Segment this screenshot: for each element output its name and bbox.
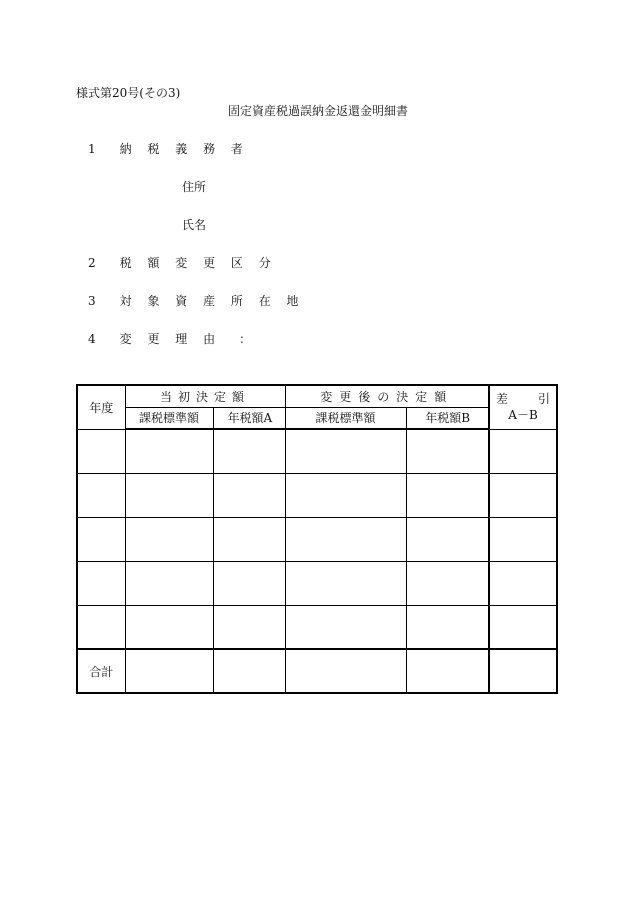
cell-difference[interactable]: [489, 429, 557, 473]
cell-after-annual-tax[interactable]: [406, 605, 489, 649]
item-taxpayer: 1 納 税 義 務 者: [88, 142, 249, 156]
cell-year[interactable]: [77, 517, 125, 561]
cell-total-after-annual-tax[interactable]: [406, 649, 489, 693]
table-row: [77, 605, 557, 649]
cell-initial-annual-tax[interactable]: [213, 517, 285, 561]
cell-total-difference[interactable]: [489, 649, 557, 693]
header-difference-formula: A－B: [508, 408, 538, 423]
table-row: [77, 429, 557, 473]
cell-after-annual-tax[interactable]: [406, 473, 489, 517]
header-initial-annual-tax: 年税額A: [213, 407, 285, 429]
table-row: [77, 473, 557, 517]
header-after-annual-tax: 年税額B: [406, 407, 489, 429]
table-total-row: [77, 649, 557, 693]
table-row: [77, 561, 557, 605]
cell-difference[interactable]: [489, 605, 557, 649]
table-header-row-2: [77, 407, 557, 429]
cell-after-annual-tax[interactable]: [406, 561, 489, 605]
cell-after-annual-tax[interactable]: [406, 429, 489, 473]
cell-after-annual-tax[interactable]: [406, 517, 489, 561]
table-header-row-1: [77, 385, 557, 407]
item-change-reason: 4 変 更 理 由 ：: [88, 332, 258, 346]
cell-initial-tax-base[interactable]: [125, 429, 213, 473]
cell-initial-tax-base[interactable]: [125, 605, 213, 649]
cell-initial-annual-tax[interactable]: [213, 473, 285, 517]
total-label: 合計: [77, 649, 125, 693]
cell-difference[interactable]: [489, 473, 557, 517]
cell-initial-tax-base[interactable]: [125, 517, 213, 561]
item-asset-location: 3 対 象 資 産 所 在 地: [88, 294, 305, 308]
cell-year[interactable]: [77, 561, 125, 605]
cell-total-initial-annual-tax[interactable]: [213, 649, 285, 693]
cell-initial-tax-base[interactable]: [125, 473, 213, 517]
header-difference-char1: 差: [496, 392, 509, 407]
address-label: 住所: [182, 180, 207, 194]
header-initial-tax-base: 課税標準額: [125, 407, 213, 429]
cell-after-tax-base[interactable]: [285, 561, 406, 605]
header-after-tax-base: 課税標準額: [285, 407, 406, 429]
cell-difference[interactable]: [489, 517, 557, 561]
cell-initial-annual-tax[interactable]: [213, 561, 285, 605]
cell-year[interactable]: [77, 429, 125, 473]
cell-initial-tax-base[interactable]: [125, 561, 213, 605]
header-year: 年度: [77, 385, 125, 429]
table-row: [77, 517, 557, 561]
cell-total-initial-tax-base[interactable]: [125, 649, 213, 693]
document-title: 固定資産税過誤納金返還金明細書: [228, 104, 409, 118]
cell-initial-annual-tax[interactable]: [213, 429, 285, 473]
header-after-change-assessment: 変更後の決定額: [285, 385, 489, 407]
cell-initial-annual-tax[interactable]: [213, 605, 285, 649]
item-tax-change-type: 2 税 額 変 更 区 分: [88, 256, 277, 270]
header-difference-char2: 引: [538, 392, 551, 407]
form-number: 様式第20号(その3): [76, 86, 181, 100]
cell-after-tax-base[interactable]: [285, 473, 406, 517]
cell-after-tax-base[interactable]: [285, 429, 406, 473]
cell-difference[interactable]: [489, 561, 557, 605]
cell-after-tax-base[interactable]: [285, 517, 406, 561]
name-label: 氏名: [182, 218, 207, 232]
cell-total-after-tax-base[interactable]: [285, 649, 406, 693]
header-initial-assessment: 当初決定額: [125, 385, 285, 407]
cell-after-tax-base[interactable]: [285, 605, 406, 649]
header-difference: [489, 385, 557, 429]
cell-year[interactable]: [77, 473, 125, 517]
cell-year[interactable]: [77, 605, 125, 649]
refund-detail-table: [76, 384, 558, 694]
